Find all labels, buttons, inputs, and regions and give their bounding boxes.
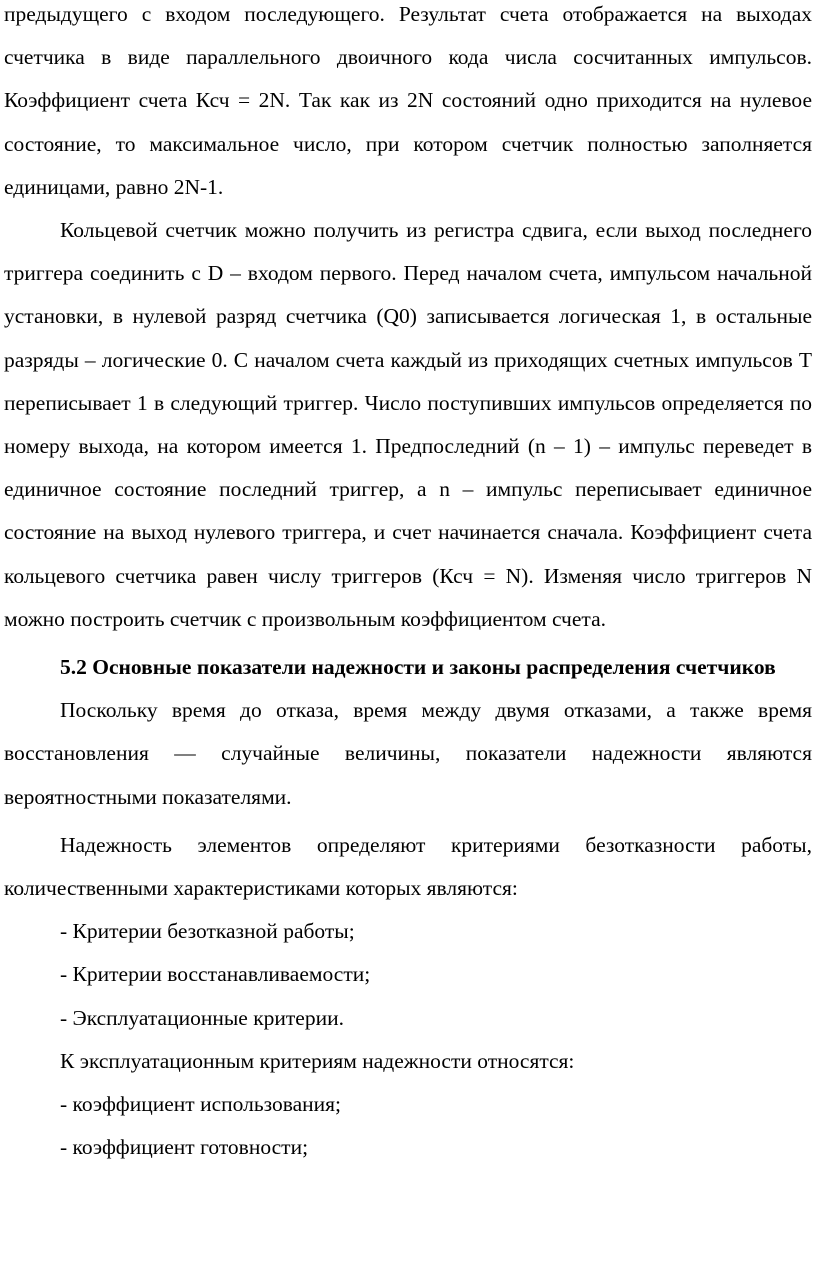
paragraph-counter-continuation: предыдущего с входом последующего. Результат счета отображается на выходах счетчика в виде параллельного двоичного кода числа сосчитанных импульсов. Коэффициент счета Ксч = 2N. Так как из 2N состояний одно приходится на нулевое состояние, то максимальное число, при котором счетчик полностью заполняется единицами, равно 2N-1.	[4, 2, 812, 199]
paragraph-reliability: Поскольку время до отказа, время между двумя отказами, а также время восстановления — случайные величины, показатели надежности являются вероятностными показателями.	[4, 698, 812, 809]
list-item: - коэффициент использования;	[60, 1092, 342, 1117]
paragraph-criteria-intro: Надежность элементов определяют критериями безотказности работы, количественными характеристиками которых являются:	[4, 832, 812, 901]
paragraph-ring-counter: Кольцевой счетчик можно получить из регистра сдвига, если выход последнего триггера соединить с D – входом первого. Перед началом счета, импульсом начальной установки, в нулевой разряд счетчика (Q0) записывается логическая 1, в остальные разряды – логические 0. С началом счета каждый из приходящих счетных импульсов T переписывает 1 в следующий триггер. Число поступивших импульсов определяется по номеру выхода, на котором имеется 1. Предпоследний (n – 1) – импульс переведет в единичное состояние последний триггер, а n – импульс переписывает единичное состояние на выход нулевого триггера, и счет начинается сначала. Коэффициент счета кольцевого счетчика равен числу триггеров (Ксч = N). Изменяя число триггеров N можно построить счетчик с произвольным коэффициентом счета.	[4, 218, 812, 631]
list-item: - Эксплуатационные критерии.	[60, 1005, 344, 1030]
paragraph-operational-intro: К эксплуатационным критериям надежности относятся:	[60, 1048, 575, 1073]
section-heading: 5.2 Основные показатели надежности и законы распределения счетчиков	[60, 655, 776, 680]
list-item: - Критерии безотказной работы;	[60, 919, 355, 944]
list-item: - коэффициент готовности;	[60, 1135, 309, 1160]
document-page	[4, 0, 812, 1169]
list-item: - Критерии восстанавливаемости;	[60, 962, 371, 987]
